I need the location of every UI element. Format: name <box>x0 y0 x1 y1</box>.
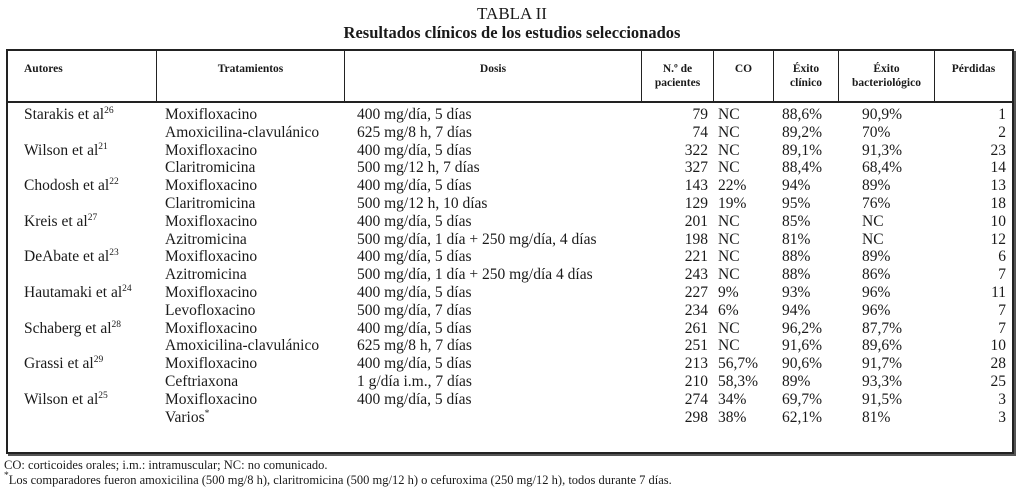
author-reference: 29 <box>93 355 104 366</box>
table-row <box>8 409 1012 427</box>
header-co: CO <box>714 51 774 101</box>
cell-co: NC <box>718 159 740 177</box>
cell-exito-clinico: 88% <box>782 248 811 266</box>
cell-perdidas: 6 <box>998 248 1006 266</box>
author-name: Schaberg et al <box>24 319 112 337</box>
cell-dosis: 400 mg/día, 5 días <box>357 319 472 337</box>
table-row <box>8 248 1012 266</box>
cell-autor <box>24 177 119 195</box>
treatment-name: Moxifloxacino <box>165 106 258 123</box>
header-exito-bacteriologico <box>839 51 935 101</box>
cell-tratamiento <box>165 373 238 391</box>
author-reference: 28 <box>111 319 122 330</box>
cell-n-pacientes: 261 <box>684 319 708 337</box>
cell-exito-bacteriologico: 91,7% <box>862 355 903 373</box>
cell-perdidas: 3 <box>998 390 1006 408</box>
table-row <box>8 177 1012 195</box>
cell-n-pacientes: 210 <box>684 372 708 390</box>
cell-exito-bacteriologico: NC <box>862 212 884 230</box>
cell-tratamiento <box>165 195 255 213</box>
treatment-name: Claritromicina <box>165 194 256 212</box>
author-reference: 22 <box>109 177 119 188</box>
cell-n-pacientes: 298 <box>684 408 708 426</box>
cell-exito-clinico: 91,6% <box>782 337 823 355</box>
cell-n-pacientes: 251 <box>684 337 708 355</box>
cell-co: NC <box>718 230 740 248</box>
cell-tratamiento <box>165 231 247 249</box>
cell-exito-clinico: 62,1% <box>782 408 823 426</box>
footnote-abbreviations: CO: corticoides orales; i.m.: intramuscular; NC: no comunicado. <box>4 458 328 472</box>
cell-dosis: 400 mg/día, 5 días <box>357 212 472 230</box>
cell-co: NC <box>718 337 740 355</box>
table-row <box>8 213 1012 231</box>
cell-n-pacientes: 274 <box>684 390 708 408</box>
table-row <box>8 142 1012 160</box>
cell-co: 34% <box>718 390 747 408</box>
cell-dosis: 500 mg/día, 1 día + 250 mg/día 4 días <box>357 266 593 284</box>
header-exito-bact-line1: Éxito <box>873 63 900 75</box>
cell-tratamiento <box>165 302 255 320</box>
cell-co: 22% <box>718 177 747 195</box>
treatment-name: Moxifloxacino <box>165 319 258 337</box>
cell-co: 38% <box>718 408 747 426</box>
cell-autor <box>24 391 108 409</box>
cell-co: NC <box>718 141 740 159</box>
table-row <box>8 284 1012 302</box>
table-row <box>8 159 1012 177</box>
cell-exito-bacteriologico: 90,9% <box>862 106 903 123</box>
treatment-name: Amoxicilina-clavulánico <box>165 337 320 355</box>
cell-autor <box>24 284 132 302</box>
cell-exito-bacteriologico: 89% <box>862 248 891 266</box>
cell-exito-clinico: 88,4% <box>782 159 823 177</box>
cell-dosis: 625 mg/8 h, 7 días <box>357 123 472 141</box>
cell-perdidas: 25 <box>990 372 1006 390</box>
header-n-line1: N.º de <box>662 63 693 75</box>
author-name: DeAbate et al <box>24 248 110 266</box>
cell-exito-bacteriologico: 86% <box>862 266 891 284</box>
cell-n-pacientes: 129 <box>684 194 708 212</box>
cell-n-pacientes: 221 <box>684 248 708 266</box>
cell-co: 6% <box>718 301 739 319</box>
cell-exito-bacteriologico: 76% <box>862 194 891 212</box>
table-row <box>8 391 1012 409</box>
cell-perdidas: 18 <box>990 194 1006 212</box>
cell-perdidas: 13 <box>990 177 1006 195</box>
treatment-name: Moxifloxacino <box>165 248 258 266</box>
results-table <box>6 49 1014 454</box>
header-exito-clinico-line2: clínico <box>790 77 822 89</box>
header-autores: Autores <box>8 51 157 101</box>
table-row <box>8 302 1012 320</box>
cell-perdidas: 23 <box>990 141 1006 159</box>
table-row <box>8 106 1012 124</box>
cell-autor <box>24 213 97 231</box>
table-row <box>8 231 1012 249</box>
cell-autor <box>24 320 121 338</box>
treatment-name: Amoxicilina-clavulánico <box>165 123 320 141</box>
table-title: Resultados clínicos de los estudios seleccionados <box>343 23 681 42</box>
cell-perdidas: 11 <box>991 283 1006 301</box>
cell-perdidas: 3 <box>998 408 1006 426</box>
cell-perdidas: 28 <box>990 355 1006 373</box>
cell-tratamiento <box>165 124 319 142</box>
cell-exito-bacteriologico: 81% <box>862 408 891 426</box>
treatment-name: Moxifloxacino <box>165 355 258 373</box>
cell-tratamiento <box>165 142 257 160</box>
cell-exito-clinico: 96,2% <box>782 319 823 337</box>
cell-n-pacientes: 74 <box>692 123 708 141</box>
author-reference: 26 <box>104 106 114 116</box>
cell-exito-bacteriologico: 89% <box>862 177 891 195</box>
cell-perdidas: 10 <box>990 337 1006 355</box>
cell-tratamiento <box>165 320 257 338</box>
cell-co: 58,3% <box>718 372 759 390</box>
treatment-name: Ceftriaxona <box>165 372 239 390</box>
treatment-name: Moxifloxacino <box>165 141 258 159</box>
cell-n-pacientes: 213 <box>684 355 708 373</box>
cell-perdidas: 7 <box>998 319 1006 337</box>
cell-perdidas: 1 <box>998 106 1006 123</box>
cell-exito-clinico: 89,1% <box>782 141 823 159</box>
treatment-name: Moxifloxacino <box>165 283 258 301</box>
header-exito-bact-line2: bacteriológico <box>852 77 921 89</box>
cell-dosis: 400 mg/día, 5 días <box>357 106 472 123</box>
cell-n-pacientes: 79 <box>692 106 708 123</box>
author-name: Hautamaki et al <box>24 283 123 301</box>
cell-n-pacientes: 322 <box>684 141 708 159</box>
table-row <box>8 195 1012 213</box>
cell-tratamiento <box>165 284 257 302</box>
cell-n-pacientes: 327 <box>684 159 708 177</box>
author-reference: 24 <box>122 283 132 294</box>
header-tratamientos: Tratamientos <box>157 51 345 101</box>
cell-autor <box>24 106 114 124</box>
table-row <box>8 355 1012 373</box>
cell-tratamiento <box>165 355 257 373</box>
cell-n-pacientes: 234 <box>684 301 708 319</box>
cell-exito-bacteriologico: 96% <box>862 301 891 319</box>
cell-perdidas: 2 <box>998 123 1006 141</box>
cell-perdidas: 7 <box>998 301 1006 319</box>
table-header <box>8 51 1012 103</box>
treatment-name: Azitromicina <box>165 266 247 284</box>
author-reference: 25 <box>98 390 108 401</box>
author-name: Kreis et al <box>24 212 88 230</box>
cell-exito-clinico: 88,6% <box>782 106 823 123</box>
cell-dosis: 1 g/día i.m., 7 días <box>357 372 472 390</box>
cell-exito-clinico: 81% <box>782 230 811 248</box>
cell-autor <box>24 142 108 160</box>
cell-tratamiento <box>165 159 255 177</box>
cell-dosis: 625 mg/8 h, 7 días <box>357 337 472 355</box>
cell-tratamiento <box>165 337 319 355</box>
footnote-star: * <box>4 471 9 481</box>
cell-exito-bacteriologico: 70% <box>862 123 891 141</box>
author-name: Wilson et al <box>24 390 99 408</box>
header-exito-clinico-line1: Éxito <box>792 63 820 75</box>
cell-co: 56,7% <box>718 355 759 373</box>
cell-n-pacientes: 243 <box>684 266 708 284</box>
table-row <box>8 320 1012 338</box>
cell-tratamiento <box>165 409 209 427</box>
treatment-name: Varios <box>165 408 205 426</box>
cell-exito-clinico: 88% <box>782 266 811 284</box>
header-n-line2: pacientes <box>654 77 701 89</box>
cell-perdidas: 7 <box>998 266 1006 284</box>
cell-autor <box>24 355 103 373</box>
cell-co: 9% <box>718 283 739 301</box>
cell-dosis: 500 mg/día, 1 día + 250 mg/día, 4 días <box>357 230 597 248</box>
cell-n-pacientes: 201 <box>684 212 708 230</box>
treatment-name: Claritromicina <box>165 159 256 177</box>
cell-autor <box>24 248 119 266</box>
treatment-footnote-mark: * <box>204 408 210 419</box>
table-row <box>8 124 1012 142</box>
cell-co: NC <box>718 248 740 266</box>
cell-dosis: 400 mg/día, 5 días <box>357 390 472 408</box>
cell-n-pacientes: 227 <box>684 283 708 301</box>
cell-tratamiento <box>165 391 257 409</box>
header-dosis: Dosis <box>345 51 642 101</box>
cell-dosis: 500 mg/12 h, 7 días <box>357 159 480 177</box>
cell-dosis: 500 mg/12 h, 10 días <box>357 194 488 212</box>
table-row <box>8 373 1012 391</box>
cell-co: NC <box>718 212 740 230</box>
treatment-name: Azitromicina <box>165 230 247 248</box>
cell-exito-clinico: 85% <box>782 212 811 230</box>
cell-dosis: 400 mg/día, 5 días <box>357 141 472 159</box>
author-reference: 23 <box>109 248 119 259</box>
author-reference: 21 <box>98 141 108 152</box>
cell-dosis: 500 mg/día, 7 días <box>357 301 472 319</box>
cell-co: NC <box>718 266 740 284</box>
cell-tratamiento <box>165 248 257 266</box>
cell-n-pacientes: 143 <box>684 177 708 195</box>
table-row <box>8 337 1012 355</box>
cell-co: NC <box>718 123 740 141</box>
table-number: TABLA II <box>477 4 547 23</box>
treatment-name: Levofloxacino <box>165 301 256 319</box>
cell-co: NC <box>718 106 740 123</box>
author-reference: 27 <box>87 212 98 223</box>
cell-perdidas: 10 <box>990 212 1006 230</box>
cell-perdidas: 12 <box>990 230 1006 248</box>
cell-tratamiento <box>165 177 257 195</box>
header-n-pacientes <box>642 51 714 101</box>
cell-exito-bacteriologico: 87,7% <box>862 319 903 337</box>
cell-exito-clinico: 89,2% <box>782 123 823 141</box>
author-name: Starakis et al <box>24 106 105 123</box>
treatment-name: Moxifloxacino <box>165 212 258 230</box>
cell-exito-clinico: 89% <box>782 372 811 390</box>
cell-exito-bacteriologico: 91,5% <box>862 390 903 408</box>
cell-dosis: 400 mg/día, 5 días <box>357 283 472 301</box>
cell-exito-bacteriologico: 68,4% <box>862 159 903 177</box>
cell-dosis: 400 mg/día, 5 días <box>357 355 472 373</box>
treatment-name: Moxifloxacino <box>165 177 258 195</box>
cell-dosis: 400 mg/día, 5 días <box>357 248 472 266</box>
cell-exito-clinico: 90,6% <box>782 355 823 373</box>
treatment-name: Moxifloxacino <box>165 390 258 408</box>
cell-exito-clinico: 94% <box>782 177 811 195</box>
cell-co: NC <box>718 319 740 337</box>
cell-n-pacientes: 198 <box>684 230 708 248</box>
cell-dosis: 400 mg/día, 5 días <box>357 177 472 195</box>
table-body <box>8 106 1012 426</box>
cell-tratamiento <box>165 106 257 124</box>
cell-perdidas: 14 <box>990 159 1006 177</box>
cell-exito-clinico: 69,7% <box>782 390 823 408</box>
table-row <box>8 266 1012 284</box>
header-perdidas: Pérdidas <box>951 63 996 75</box>
cell-exito-bacteriologico: 91,3% <box>862 141 903 159</box>
footnote-comparators <box>4 473 672 488</box>
cell-exito-bacteriologico: 93,3% <box>862 372 903 390</box>
header-exito-clinico <box>774 51 839 101</box>
cell-exito-bacteriologico: 89,6% <box>862 337 903 355</box>
cell-co: 19% <box>718 194 747 212</box>
cell-exito-bacteriologico: NC <box>862 230 884 248</box>
author-name: Grassi et al <box>24 355 94 373</box>
cell-exito-clinico: 94% <box>782 301 811 319</box>
cell-tratamiento <box>165 266 247 284</box>
footnote-comparators-text: Los comparadores fueron amoxicilina (500 mg/8 h), claritromicina (500 mg/12 h) o cefuroxima (250 mg/12 h), todos durante 7 días. <box>8 473 672 487</box>
cell-tratamiento <box>165 213 257 231</box>
cell-exito-clinico: 93% <box>782 283 811 301</box>
cell-exito-bacteriologico: 96% <box>862 283 891 301</box>
cell-exito-clinico: 95% <box>782 194 811 212</box>
author-name: Wilson et al <box>24 141 99 159</box>
author-name: Chodosh et al <box>24 177 110 195</box>
